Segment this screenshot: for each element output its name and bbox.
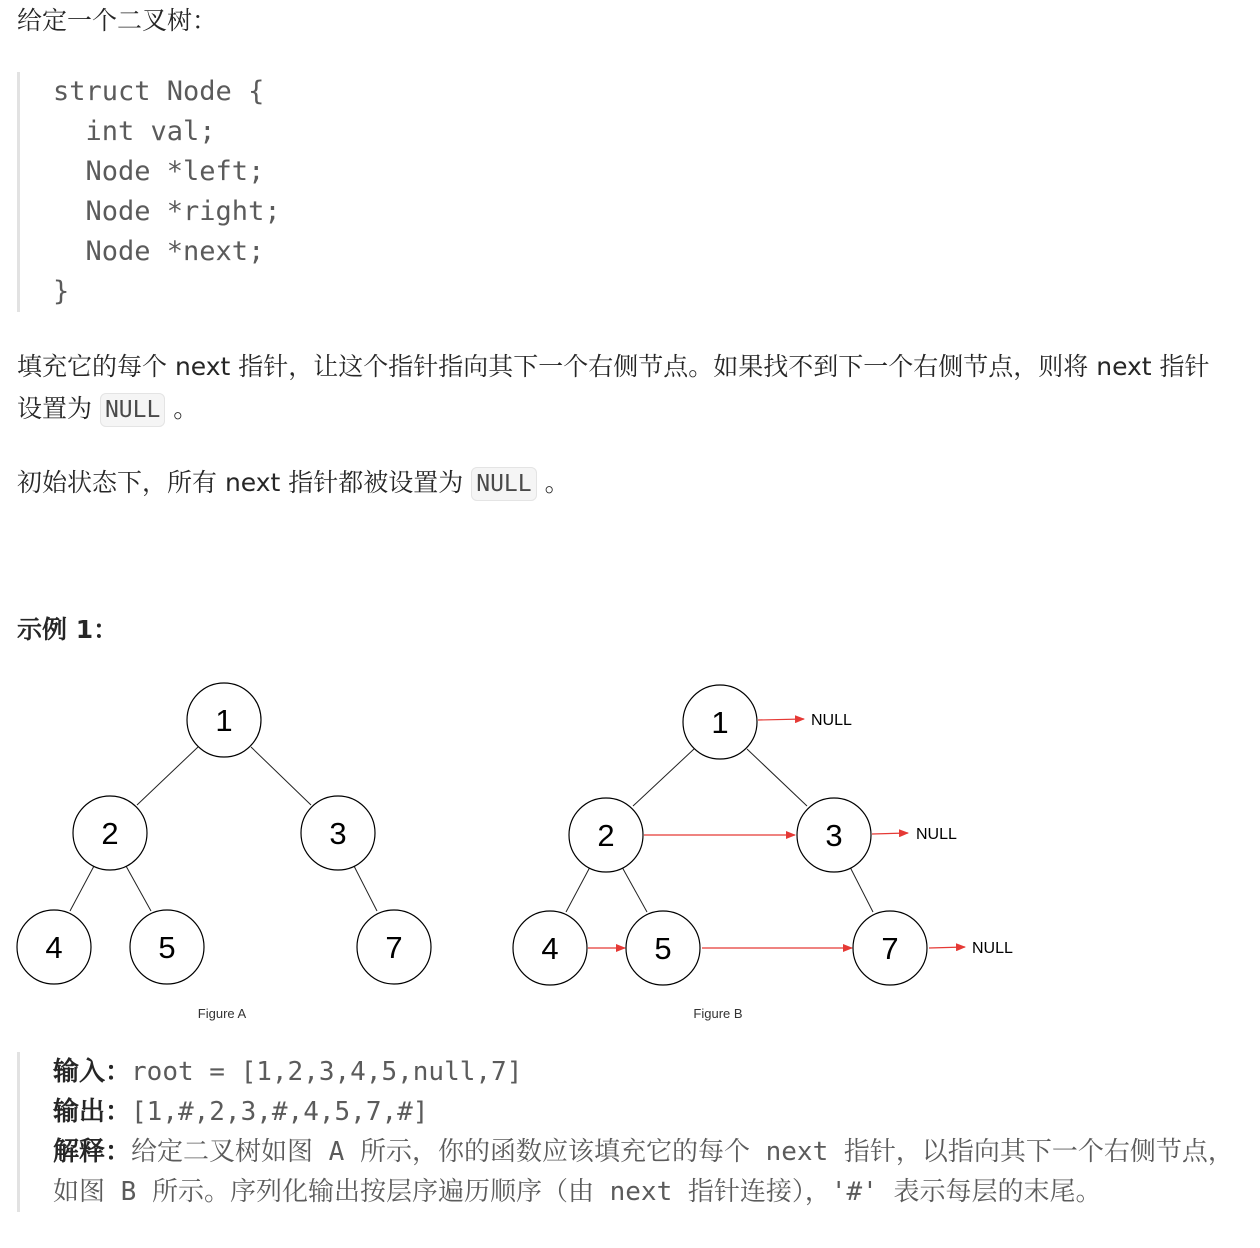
node-label: 1 — [711, 705, 729, 740]
null-label: NULL — [972, 940, 1013, 957]
tree-edge — [566, 867, 590, 912]
initial-state-text: 初始状态下，所有 next 指针都被设置为 — [17, 468, 472, 497]
tree-node — [683, 685, 757, 759]
figure-a — [17, 683, 431, 1021]
description-paragraph — [17, 346, 1232, 431]
node-label: 3 — [825, 818, 843, 853]
input-label: 输入： — [53, 1057, 132, 1087]
next-arrow — [758, 719, 804, 720]
node-label: 2 — [597, 818, 615, 853]
code-line: Node *right; — [53, 196, 281, 227]
tree-node — [301, 796, 375, 870]
node-label: 4 — [45, 930, 63, 965]
node-label: 3 — [329, 816, 347, 851]
tree-edge — [633, 749, 694, 806]
input-line — [53, 1052, 1243, 1092]
node-label: 7 — [881, 931, 899, 966]
code-line: struct Node { — [53, 76, 265, 107]
tree-node — [853, 911, 927, 985]
description-text: 填充它的每个 next 指针，让这个指针指向其下一个右侧节点。如果找不到下一个右侧节点，则将 next 指针设置为 — [17, 352, 1210, 423]
tree-node — [357, 910, 431, 984]
tree-node — [130, 910, 204, 984]
tree-node — [187, 683, 261, 757]
output-label: 输出： — [53, 1097, 132, 1127]
node-label: 2 — [101, 816, 119, 851]
node-label: 1 — [215, 703, 233, 738]
code-line: Node *next; — [53, 236, 265, 267]
code-block — [17, 72, 281, 312]
explain-text: 给定二叉树如图 A 所示，你的函数应该填充它的每个 next 指针，以指向其下一个右侧节点，如图 B 所示。序列化输出按层序遍历顺序（由 next 指针连接），'#' 表示每层的末尾。 — [53, 1137, 1234, 1207]
description-text-end: 。 — [165, 394, 199, 423]
code-line: Node *left; — [53, 156, 265, 187]
figure-b — [513, 685, 1013, 1021]
tree-node — [17, 910, 91, 984]
null-label: NULL — [916, 826, 957, 843]
tree-edge — [126, 866, 151, 911]
tree-node — [626, 911, 700, 985]
tree-edge — [747, 749, 807, 806]
figure-a-caption: Figure A — [197, 1006, 247, 1021]
tree-node — [797, 798, 871, 872]
node-label: 5 — [654, 931, 672, 966]
next-arrow — [929, 947, 965, 948]
next-arrow — [872, 833, 908, 834]
intro-text: 给定一个二叉树： — [17, 6, 218, 35]
code-line: int val; — [53, 116, 216, 147]
output-value: [1,#,2,3,#,4,5,7,#] — [131, 1097, 429, 1127]
inline-code-null: NULL — [471, 467, 536, 501]
tree-node — [73, 796, 147, 870]
tree-node — [513, 911, 587, 985]
output-line — [53, 1092, 1243, 1132]
explain-line — [53, 1132, 1243, 1212]
null-label: NULL — [811, 712, 852, 729]
tree-edge — [70, 866, 94, 911]
explain-label: 解释： — [53, 1137, 132, 1167]
node-label: 5 — [158, 930, 176, 965]
example-io-block — [17, 1052, 1243, 1212]
figure-b-caption: Figure B — [693, 1006, 743, 1021]
tree-edge — [850, 867, 873, 912]
initial-state-paragraph — [17, 462, 1232, 505]
code-line: } — [53, 276, 70, 307]
tree-edge — [354, 866, 377, 911]
tree-node — [569, 798, 643, 872]
example-heading: 示例 1： — [17, 615, 119, 644]
tree-edge — [622, 867, 647, 912]
node-label: 4 — [541, 931, 559, 966]
node-label: 7 — [385, 930, 403, 965]
inline-code-null: NULL — [100, 393, 165, 427]
input-value: root = [1,2,3,4,5,null,7] — [131, 1057, 523, 1087]
example-figure — [0, 660, 1260, 1040]
initial-state-text-end: 。 — [536, 468, 570, 497]
tree-edge — [137, 747, 198, 805]
tree-edge — [251, 747, 311, 805]
